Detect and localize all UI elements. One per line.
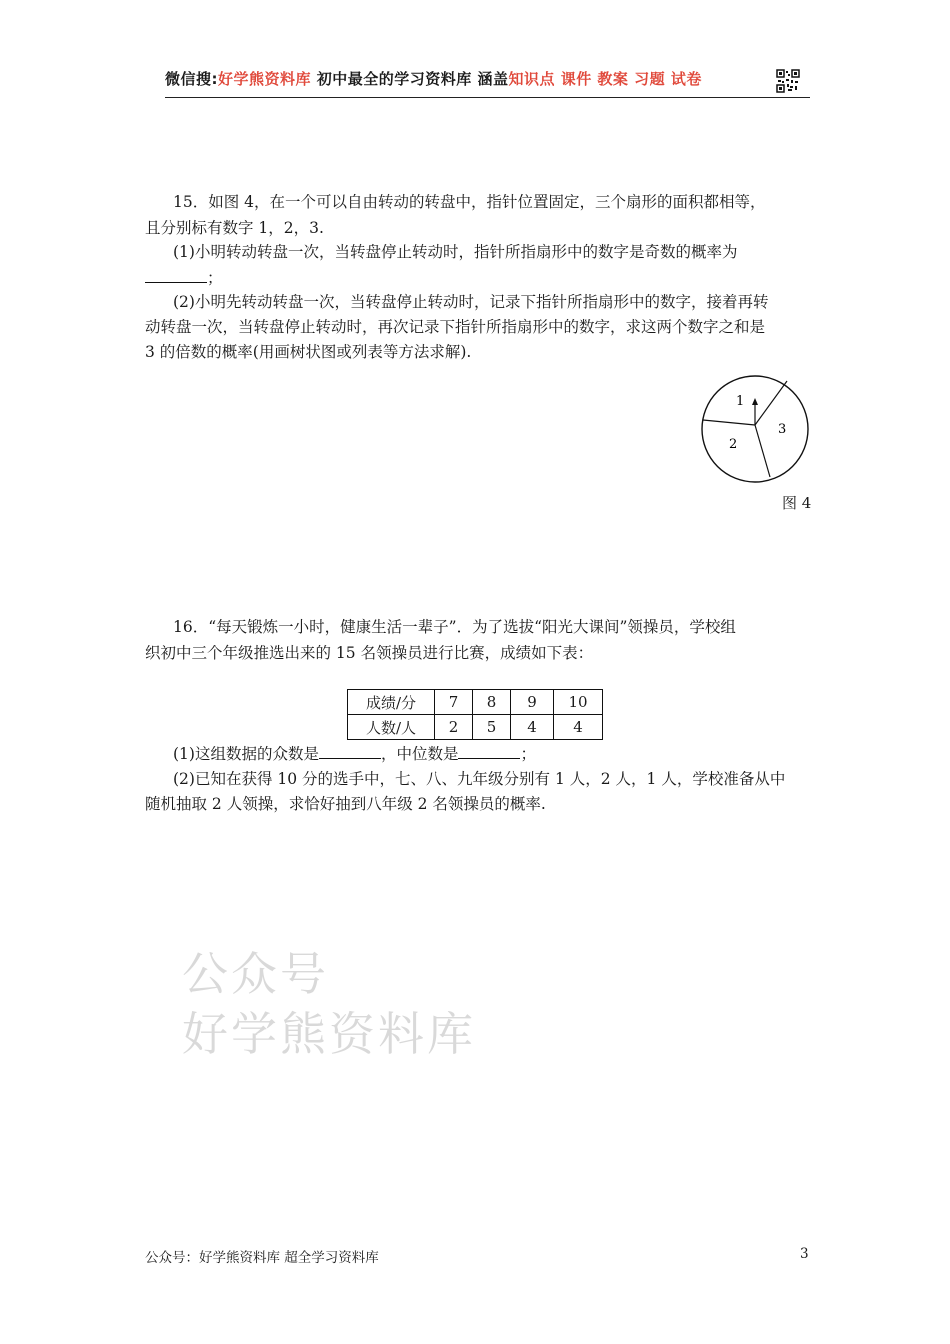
table-cell: 4 xyxy=(554,715,603,740)
watermark xyxy=(182,944,476,1064)
q15-sub2-line2: 动转盘一次，当转盘停止转动时，再次记录下指针所指扇形中的数字，求这两个数字之和是 xyxy=(145,318,766,336)
table-cell: 9 xyxy=(511,690,554,715)
answer-blank xyxy=(319,744,381,759)
table-cell: 8 xyxy=(473,690,511,715)
table-header-score: 成绩/分 xyxy=(348,690,435,715)
q16-sub1-mode-label: (1)这组数据的众数是 xyxy=(173,745,319,763)
q16-line1: 16．“每天锻炼一小时，健康生活一辈子”．为了选拔“阳光大课间”领操员，学校组 xyxy=(173,618,736,636)
q15-sub2-line1: (2)小明先转动转盘一次，当转盘停止转动时，记录下指针所指扇形中的数字，接着再转 xyxy=(173,293,769,311)
answer-blank xyxy=(145,268,207,283)
q15-line2: 且分别标有数字 1，2，3. xyxy=(145,219,324,237)
pointer-arrow-head xyxy=(752,398,758,405)
table-header-count: 人数/人 xyxy=(348,715,435,740)
page-header xyxy=(165,68,810,96)
q16-line2: 织初中三个年级推选出来的 15 名领操员进行比赛，成绩如下表： xyxy=(145,644,594,662)
q15-line1: 15．如图 4，在一个可以自由转动的转盘中，指针位置固定，三个扇形的面积都相等， xyxy=(173,193,766,211)
q16-sub1 xyxy=(173,742,536,766)
spinner-figure xyxy=(698,374,812,484)
sector-divider xyxy=(755,425,770,477)
figure-caption: 图 4 xyxy=(782,494,812,512)
table-cell: 10 xyxy=(554,690,603,715)
q15-sub1-line1: (1)小明转动转盘一次，当转盘停止转动时，指针所指扇形中的数字是奇数的概率为 xyxy=(173,243,738,261)
watermark-line1: 公众号 xyxy=(182,947,329,1001)
header-divider xyxy=(165,97,810,98)
table-cell: 4 xyxy=(511,715,554,740)
sector-label: 1 xyxy=(736,394,745,409)
header-brand: 好学熊资料库 xyxy=(218,70,312,88)
sector-label: 2 xyxy=(729,437,738,452)
q15-sub1-end: ； xyxy=(207,269,223,287)
sector-label: 3 xyxy=(778,422,787,437)
q16-sub2-line2: 随机抽取 2 人领操，求恰好抽到八年级 2 名领操员的概率. xyxy=(145,795,546,813)
header-tagline: 初中最全的学习资料库 涵盖 xyxy=(311,70,509,88)
sector-divider xyxy=(703,420,755,425)
q16-sub1-median-label: ，中位数是 xyxy=(380,745,459,763)
header-search-prefix: 微信搜: xyxy=(165,70,218,88)
q16-sub1-end: ； xyxy=(520,745,536,763)
watermark-line2: 好学熊资料库 xyxy=(182,1007,476,1061)
answer-blank xyxy=(458,744,520,759)
table-cell: 5 xyxy=(473,715,511,740)
table-row xyxy=(348,690,603,715)
footer-text: 公众号：好学熊资料库 超全学习资料库 xyxy=(145,1250,379,1266)
table-row xyxy=(348,715,603,740)
page-number: 3 xyxy=(800,1246,809,1262)
header-categories: 知识点 课件 教案 习题 试卷 xyxy=(508,70,702,88)
q15-sub2-line3: 3 的倍数的概率(用画树状图或列表等方法求解). xyxy=(145,343,472,361)
qr-code-icon xyxy=(776,69,800,93)
sector-divider xyxy=(755,381,787,425)
scores-table xyxy=(347,689,603,740)
q15-sub1-answer xyxy=(145,266,223,290)
q16-sub2-line1: (2)已知在获得 10 分的选手中，七、八、九年级分别有 1 人，2 人，1 人，学校准备从中 xyxy=(173,770,786,788)
table-cell: 7 xyxy=(435,690,473,715)
table-cell: 2 xyxy=(435,715,473,740)
